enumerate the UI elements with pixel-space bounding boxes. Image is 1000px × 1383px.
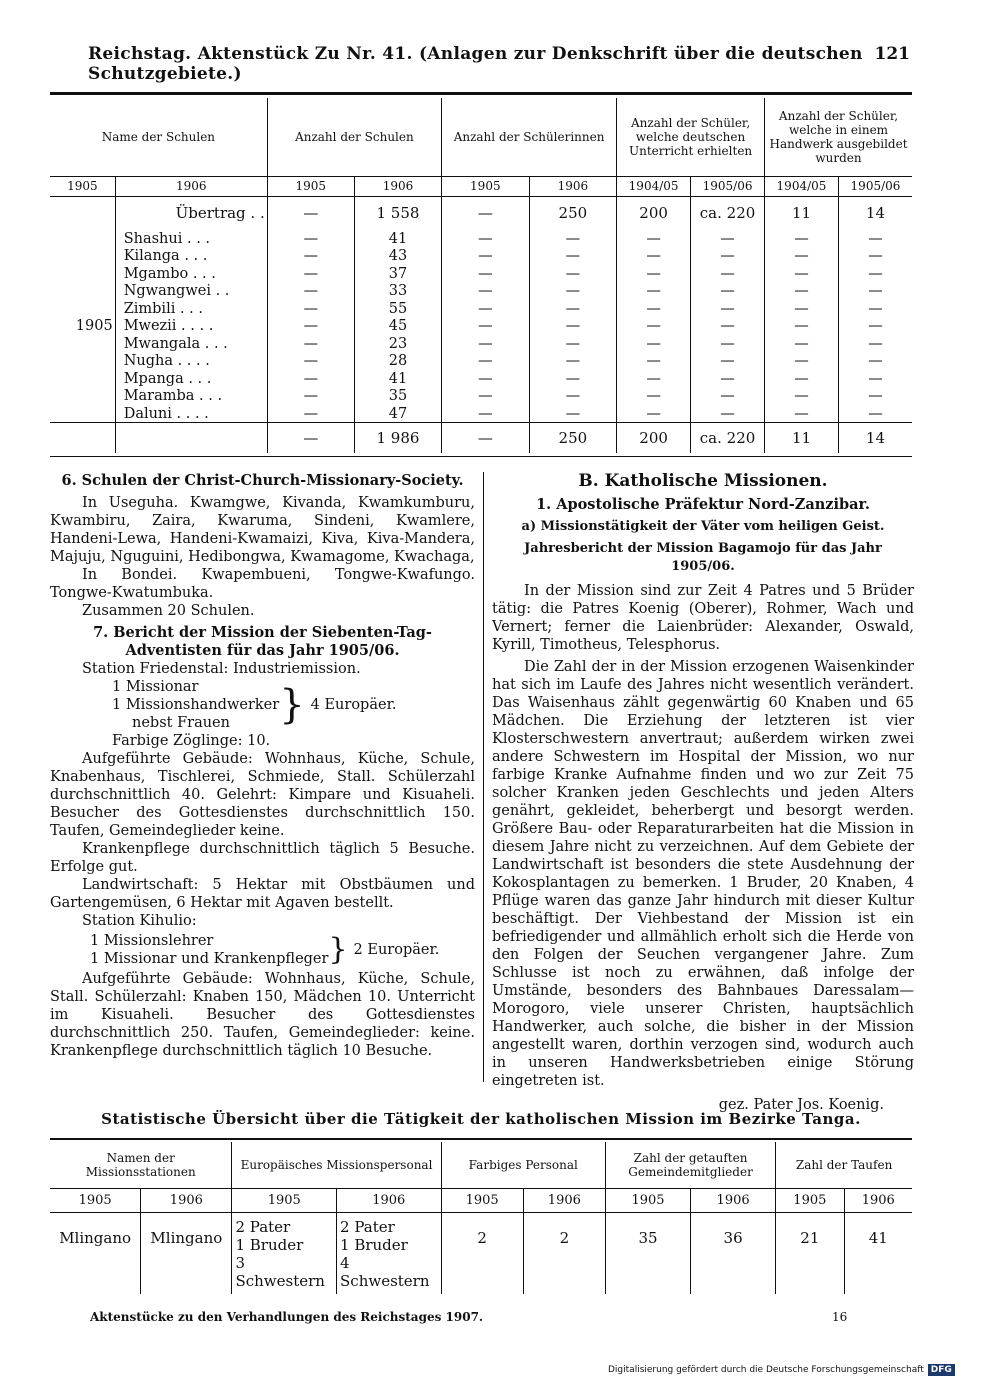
group-cell: 1905 [75,318,113,335]
dash-cell: — [838,300,912,318]
dash-cell: — [765,300,839,318]
cell: 2 [441,1212,523,1294]
col-header: Namen der Missionsstationen [85,1150,196,1179]
paragraph: Aufgeführte Gebäude: Wohnhaus, Küche, Schule, Stall. Schülerzahl: Knaben 150, Mädchen 10. Unterricht im Kisuaheli. Besucher des Gottesdienstes durchschnittlich 250. Taufen, Gemeindeglieder: keine. Krankenpflege durchschnittlich täglich 10 Besuche. [50,971,475,1059]
left-column [50,472,475,1060]
paragraph: In Useguha. Kwamgwe, Kivanda, Kwamkumburu, Kwambiru, Zaira, Kwaruma, Sindeni, Kwamlere, Handeni-Lewa, Handeni-Kwamaizi, Kiva, Kiva-Mandera, Majuju, Nguguini, Hedibongwa, Kwamagome, Kwachaga, [50,495,475,565]
cell: — [267,353,354,371]
table-row-total [50,423,912,453]
dash-cell: — [442,265,530,283]
group-cell [50,300,115,318]
dash-cell: — [529,405,617,423]
school-name: Zimbili . . . [115,300,267,318]
staff-line: Farbige Zöglinge: 10. [112,733,271,749]
dash-cell: — [442,283,530,301]
dash-cell: — [529,248,617,266]
staff-line: nebst Frauen [132,715,230,731]
table2-title: Statistische Übersicht über die Tätigkeit der katholischen Mission im Bezirke Tanga. [101,1110,861,1128]
dash-cell: — [765,248,839,266]
col-header-name: Name der Schulen [101,129,216,144]
station-line: Station Kihulio: [82,913,197,929]
dash-cell: — [765,370,839,388]
page-title: Reichstag. Aktenstück Zu Nr. 41. (Anlagen zur Denkschrift über die deutschen Schutzgebiete.) [88,44,863,84]
dash-cell: — [838,265,912,283]
table-row-carry [50,196,912,230]
year-header: 1906 [691,1188,776,1212]
cell: 1 986 [354,423,441,453]
section-heading: a) Missionstätigkeit der Väter vom heiligen Geist. [521,519,885,534]
dash-cell: — [442,405,530,423]
dfg-logo: DFG [928,1364,955,1376]
signature: gez. Pater Jos. Koenig. [718,1097,884,1113]
dash-cell: — [691,318,765,336]
dash-cell: — [442,300,530,318]
cell: — [267,370,354,388]
year-header: 1904/05 [617,176,691,196]
cell: ca. 220 [691,196,765,230]
dash-cell: — [765,230,839,248]
footer-source: Aktenstücke zu den Verhandlungen des Reichstages 1907. [90,1310,484,1324]
school-name: Mwangala . . . [115,335,267,353]
dash-cell: — [691,353,765,371]
school-name: Kilanga . . . [115,248,267,266]
dash-cell: — [529,353,617,371]
cell: — [267,248,354,266]
paragraph: In Bondei. Kwapembueni, Tongwe-Kwafungo. Tongwe-Kwatumbuka. [50,567,475,601]
dash-cell: — [838,283,912,301]
dash-cell: — [617,335,691,353]
footer-credit [608,1364,955,1376]
table-row [50,318,912,336]
credit-text: Digitalisierung gefördert durch die Deutsche Forschungsgemeinschaft [608,1365,924,1375]
year-header: 1905 [78,1192,112,1208]
year-header: 1906 [523,1188,605,1212]
dash-cell: — [442,230,530,248]
col-header-schools: Anzahl der Schulen [267,98,441,176]
school-name: Daluni . . . . [115,405,267,423]
staff-line: 3 Schwestern [235,1254,325,1290]
year-header: 1906 [844,1188,912,1212]
cell: ca. 220 [691,423,765,453]
table-row [50,230,912,248]
cell: 250 [529,196,617,230]
dash-cell: — [617,248,691,266]
cell: 47 [354,405,441,423]
dash-cell: — [838,335,912,353]
page-number: 121 [874,44,910,64]
table-row [50,405,912,423]
col-header-german: Anzahl der Schüler, welche deutschen Unterricht erhielten [617,98,765,176]
table-row [50,265,912,283]
year-header: 1905 [232,1188,337,1212]
dash-cell: — [691,230,765,248]
dash-cell: — [838,353,912,371]
group-cell [50,265,115,283]
staff-line: 1 Missionslehrer [90,933,214,949]
dash-cell: — [529,230,617,248]
brace-icon: } [328,932,348,967]
cell: 200 [617,196,691,230]
dash-cell: — [691,248,765,266]
staff-total: 4 Europäer. [310,697,397,713]
cell: 21 [776,1212,844,1294]
dash-cell: — [765,265,839,283]
table2-top-rule [50,1138,912,1140]
dash-cell: — [691,370,765,388]
paragraph: In der Mission sind zur Zeit 4 Patres und 5 Brüder tätig: die Patres Koenig (Oberer), Rohmer, Wach und Vernert; ferner die Laienbrüder: Alexander, Oswald, Kyrill, Timotheus, Telesphorus. [492,583,914,653]
cell: 41 [354,370,441,388]
cell: 35 [605,1212,690,1294]
catholic-mission-table [50,1142,912,1294]
section-heading: 1. Apostolische Präfektur Nord-Zanzibar. [536,496,870,513]
cell: Mlingano [141,1212,232,1294]
station-line: Station Friedenstal: Industriemission. [82,661,361,677]
dash-cell: — [617,318,691,336]
dash-cell: — [442,318,530,336]
right-column [492,472,914,1114]
cell: 200 [617,423,691,453]
year-header: 1905 [267,176,354,196]
header-rule [50,92,912,95]
dash-cell: — [529,370,617,388]
school-name: Mwezii . . . . [115,318,267,336]
dash-cell: — [617,370,691,388]
year-header: 1906 [115,176,267,196]
dash-cell: — [765,353,839,371]
carry-label: Übertrag . . [115,196,267,230]
dash-cell: — [617,265,691,283]
cell: 14 [838,423,912,453]
dash-cell: — [765,388,839,406]
dash-cell: — [691,300,765,318]
cell: 37 [354,265,441,283]
paragraph: Die Zahl der in der Mission erzogenen Waisenkinder hat sich im Laufe des Jahres nicht wesentlich verändert. Das Waisenhaus zählt gegenwärtig 60 Knaben und 65 Mädchen. Die Erziehung der letzteren ist vier Klosterschwestern anvertraut; außerdem wirken zwei andere Schwestern im Hospital der Mission, wo nur farbige Kranke Aufnahme finden und wo zur Zeit 75 solcher Kranken jeden Geschlechts und jeden Alters genährt, gekleidet, beherbergt und besorgt werden. Größere Bau- oder Reparaturarbeiten hat die Mission in diesem Jahre nicht zu verzeichnen. Auf dem Gebiete der Landwirtschaft ist besonders die stete Ausdehnung der Kokosplantagen zu bemerken. 1 Bruder, 20 Knaben, 4 Pflüge waren das ganze Jahr hindurch mit dieser Kultur beschäftigt. Der Viehbestand der Mission ist ein befriedigender und allmählich erholt sich die Herde von den Folgen der Seuchen vergangener Jahre. Zum Schlusse ist noch zu erwähnen, daß infolge der Umstände, besonders des Bahnbaues Daressalam—Morogoro, viele unserer Christen, hauptsächlich Handwerker, auch solche, die bisher in der Mission angestellt waren, dorthin verzogen sind, wodurch auch in unseren Handwerksbetrieben einige Störung eingetreten ist. [492,659,914,1089]
staff-line: 1 Bruder [340,1236,408,1254]
dash-cell: — [617,388,691,406]
school-name: Shashui . . . [115,230,267,248]
year-header: 1906 [354,176,441,196]
staff-group [90,930,475,970]
group-cell [50,335,115,353]
brace-icon: } [279,682,305,728]
col-header: Zahl der getauften Gemeindemitglieder [605,1142,775,1188]
staff-line: 1 Bruder [235,1236,304,1254]
group-cell [50,370,115,388]
cell: 35 [354,388,441,406]
dash-cell: — [838,230,912,248]
dash-cell: — [617,230,691,248]
year-header: 1906 [141,1188,232,1212]
dash-cell: — [442,248,530,266]
dash-cell: — [529,318,617,336]
group-cell [50,283,115,301]
year-header: 1906 [337,1188,442,1212]
cell: 1 558 [354,196,441,230]
cell: Mlingano [59,1228,132,1247]
cell: 28 [354,353,441,371]
group-cell [50,248,115,266]
table-row [50,300,912,318]
cell [337,1212,442,1294]
col-header-female: Anzahl der Schülerinnen [442,98,617,176]
dash-cell: — [529,388,617,406]
cell: 45 [354,318,441,336]
cell: 2 [523,1212,605,1294]
cell: — [267,265,354,283]
year-header: 1905 [442,176,530,196]
staff-line: 1 Missionar und Krankenpfleger [90,951,329,967]
cell: 11 [765,196,839,230]
year-header: 1906 [529,176,617,196]
dash-cell: — [838,405,912,423]
cell: — [442,423,530,453]
cell: — [267,230,354,248]
dash-cell: — [529,335,617,353]
table-row [50,388,912,406]
section-heading: 6. Schulen der Christ-Church-Missionary-Society. [61,472,464,489]
group-cell [50,230,115,248]
dash-cell: — [617,283,691,301]
dash-cell: — [617,353,691,371]
staff-line: 1 Missionshandwerker [112,697,280,713]
dash-cell: — [838,248,912,266]
group-cell [50,405,115,423]
year-header: 1904/05 [765,176,839,196]
dash-cell: — [442,335,530,353]
col-header: Farbiges Personal [441,1142,605,1188]
dash-cell: — [765,335,839,353]
staff-line: 1 Missionar [112,679,199,695]
dash-cell: — [617,300,691,318]
dash-cell: — [765,318,839,336]
year-header: 1905 [441,1188,523,1212]
table-row [50,248,912,266]
cell: — [267,388,354,406]
cell: — [267,196,354,230]
school-name: Nugha . . . . [115,353,267,371]
cell: 55 [354,300,441,318]
dash-cell: — [442,388,530,406]
dash-cell: — [691,283,765,301]
col-header: Zahl der Taufen [776,1142,912,1188]
cell: 11 [765,423,839,453]
paragraph: Krankenpflege durchschnittlich täglich 5 Besuche. Erfolge gut. [50,841,475,875]
school-name: Mgambo . . . [115,265,267,283]
dash-cell: — [838,318,912,336]
cell: — [267,283,354,301]
group-cell [50,353,115,371]
table-row [50,1212,912,1294]
paragraph: Landwirtschaft: 5 Hektar mit Obstbäumen und Gartengemüsen, 6 Hektar mit Agaven bestellt. [50,877,475,911]
year-header: 1905/06 [838,176,912,196]
year-header: 1905 [776,1188,844,1212]
staff-line: 2 Pater [235,1218,291,1236]
dash-cell: — [529,300,617,318]
dash-cell: — [691,405,765,423]
cell: — [267,318,354,336]
dash-cell: — [691,335,765,353]
school-name: Maramba . . . [115,388,267,406]
col-header-craft: Anzahl der Schüler, welche in einem Handwerk ausgebildet wurden [765,98,912,176]
staff-total: 2 Europäer. [353,942,440,958]
table-row [50,283,912,301]
dash-cell: — [617,405,691,423]
school-name: Mpanga . . . [115,370,267,388]
dash-cell: — [529,283,617,301]
cell: — [267,300,354,318]
dash-cell: — [765,283,839,301]
table-row [50,370,912,388]
cell [232,1212,337,1294]
dash-cell: — [691,388,765,406]
cell: — [267,405,354,423]
school-name: Ngwangwei . . [115,283,267,301]
cell: 23 [354,335,441,353]
footer-sheet-number: 16 [832,1310,848,1324]
table-bottom-rule [50,456,912,457]
cell: 41 [844,1212,912,1294]
cell: 36 [691,1212,776,1294]
cell: — [267,335,354,353]
staff-line: 4 Schwestern [340,1254,430,1290]
dash-cell: — [691,265,765,283]
paragraph: Aufgeführte Gebäude: Wohnhaus, Küche, Schule, Knabenhaus, Tischlerei, Schmiede, Stall. Schülerzahl durchschnittlich 40. Gelehrt: Kimpare und Kisuaheli. Besucher des Gottesdienstes durchschnittlich 150. Taufen, Gemeindeglieder keine. [50,751,475,839]
cell: — [267,423,354,453]
section-heading: 7. Bericht der Mission der Siebenten-Tag-Adventisten für das Jahr 1905/06. [93,624,432,659]
col-header: Europäisches Missionspersonal [232,1142,441,1188]
dash-cell: — [838,370,912,388]
table-row [50,353,912,371]
year-header: 1905/06 [691,176,765,196]
table-row [50,335,912,353]
year-header: 1905 [605,1188,690,1212]
column-divider [483,472,484,1082]
report-title: Jahresbericht der Mission Bagamojo für das Jahr 1905/06. [524,541,882,574]
dash-cell: — [442,370,530,388]
dash-cell: — [529,265,617,283]
cell: — [442,196,530,230]
group-cell [50,388,115,406]
dash-cell: — [838,388,912,406]
dash-cell: — [765,405,839,423]
cell: 33 [354,283,441,301]
staff-group [112,678,475,732]
cell: 250 [529,423,617,453]
cell: 41 [354,230,441,248]
year-header: 1905 [50,176,115,196]
staff-line: 2 Pater [340,1218,395,1236]
cell: 43 [354,248,441,266]
section-heading: B. Katholische Missionen. [578,471,828,491]
cell: 14 [838,196,912,230]
schools-table [50,98,912,453]
paragraph: Zusammen 20 Schulen. [82,603,255,619]
dash-cell: — [442,353,530,371]
